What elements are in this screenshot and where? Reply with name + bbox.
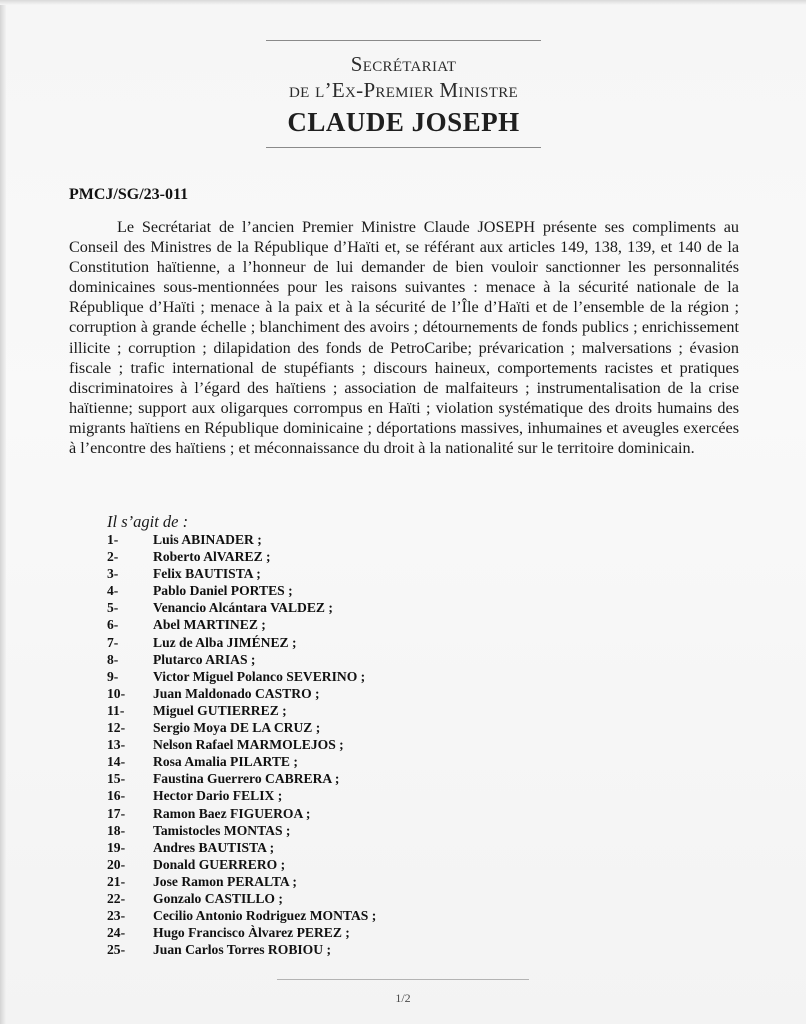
list-item-number: 23- [107, 908, 126, 924]
list-item [107, 599, 376, 616]
list-item-name: Donald GUERRERO ; [153, 856, 286, 872]
list-item-name: Juan Maldonado CASTRO ; [153, 685, 320, 701]
list-item-number: 22- [107, 890, 126, 906]
list-item-name: Juan Carlos Torres ROBIOU ; [153, 942, 331, 958]
list-item-name: Luis ABINADER ; [153, 532, 262, 547]
letterhead-name: CLAUDE JOSEPH [287, 107, 520, 137]
list-item-number: 13- [107, 737, 126, 753]
sanctioned-names-list [107, 531, 376, 958]
letterhead-rule-bottom [266, 147, 541, 148]
list-item [107, 548, 376, 565]
list-item-name: Luz de Alba JIMÉNEZ ; [153, 634, 297, 650]
list-item-number: 14- [107, 754, 126, 770]
page-number: 1/2 [395, 991, 411, 1005]
list-item-name: Venancio Alcántara VALDEZ ; [153, 600, 333, 616]
list-item-name: Nelson Rafael MARMOLEJOS ; [153, 737, 344, 753]
list-item-number: 2- [107, 549, 119, 565]
list-item-name: Pablo Daniel PORTES ; [153, 583, 293, 599]
footer-rule [277, 979, 529, 980]
list-item-number: 12- [107, 720, 126, 736]
list-item [107, 873, 376, 890]
list-item-number: 3- [107, 566, 119, 582]
list-item [107, 770, 376, 787]
letterhead [266, 40, 541, 148]
list-item-number: 4- [107, 583, 119, 599]
list-item-number: 18- [107, 822, 126, 838]
list-item-name: Andres BAUTISTA ; [153, 839, 275, 855]
list-item-name: Abel MARTINEZ ; [153, 617, 266, 633]
list-item [107, 531, 376, 548]
list-item [107, 702, 376, 719]
list-item-name: Plutarco ARIAS ; [153, 651, 256, 667]
list-item-name: Ramon Baez FIGUEROA ; [153, 805, 311, 821]
list-item-number: 25- [107, 942, 126, 958]
list-item [107, 616, 376, 633]
list-item [107, 839, 376, 856]
list-item-number: 6- [107, 617, 119, 633]
list-item [107, 907, 376, 924]
list-item-number: 5- [107, 600, 119, 616]
page-edge-shadow-left [0, 0, 6, 1024]
list-item [107, 787, 376, 804]
list-item-number: 15- [107, 771, 126, 787]
list-item [107, 565, 376, 582]
list-item [107, 634, 376, 651]
list-item-number: 10- [107, 685, 126, 701]
list-item-number: 20- [107, 856, 126, 872]
list-item [107, 941, 376, 958]
list-item [107, 924, 376, 941]
list-item-number: 21- [107, 873, 126, 889]
list-item-number: 7- [107, 634, 119, 650]
reference-number: PMCJ/SG/23-011 [69, 186, 189, 203]
letterhead-rule-top [266, 40, 541, 41]
letterhead-line-2: de l’Ex-Premier Ministre [288, 78, 519, 102]
letterhead-line-1: Secrétariat [350, 52, 457, 76]
list-item [107, 753, 376, 770]
list-item [107, 719, 376, 736]
list-item-name: Cecilio Antonio Rodriguez MONTAS ; [153, 908, 377, 924]
body-paragraph: Le Secrétariat de l’ancien Premier Ministre Claude JOSEPH présente ses compliments au Conseil des Ministres de la République d’Haïti et, se référant aux articles 149, 138, 139, et 140 de la Constitution haïtienne, a l’honneur de lui demander de bien vouloir sanctionner les personnalités dominicaines sous-mentionnées pour les raisons suivantes : menace à la sécurité nationale de la République d’Haïti ; menace à la paix et à la sécurité de l’Île d’Haïti et de l’ensemble de la région ; corruption à grande échelle ; blanchiment des avoirs ; détournements de fonds publics ; enrichissement illicite ; corruption ; dilapidation des fonds de PetroCaribe; prévarication ; malversations ; évasion fiscale ; trafic international de stupéfiants ; discours haineux, comportements racistes et pratiques discriminatoires à l’égard des haïtiens ; association de malfaiteurs ; instrumentalisation de la crise haïtienne; support aux oligarques corrompus en Haïti ; violation systématique des droits humains des migrants haïtiens en République dominicaine ; déportations massives, inhumaines et aveugles exercées à l’encontre des haïtiens ; et méconnaissance du droit à la nationalité sur le territoire dominicain. [69, 218, 739, 458]
list-item-number: 11- [107, 702, 125, 718]
list-item-number: 8- [107, 651, 119, 667]
list-item [107, 582, 376, 599]
list-item [107, 805, 376, 822]
page-edge-shadow-top [0, 0, 806, 5]
list-item [107, 651, 376, 668]
list-item [107, 856, 376, 873]
list-item-number: 9- [107, 668, 119, 684]
list-item-name: Gonzalo CASTILLO ; [153, 890, 283, 906]
list-item-name: Victor Miguel Polanco SEVERINO ; [153, 668, 366, 684]
list-item-number: 16- [107, 788, 126, 804]
list-item [107, 822, 376, 839]
list-item-name: Roberto AlVAREZ ; [153, 549, 271, 565]
list-item [107, 736, 376, 753]
list-item-name: Faustina Guerrero CABRERA ; [153, 771, 340, 787]
list-item-number: 17- [107, 805, 126, 821]
list-item-number: 19- [107, 839, 126, 855]
list-item [107, 668, 376, 685]
list-item-name: Hector Dario FELIX ; [153, 788, 283, 804]
list-item-name: Tamistocles MONTAS ; [153, 822, 291, 838]
list-item [107, 685, 376, 702]
list-intro: Il s’agit de : [107, 512, 189, 531]
list-item-name: Rosa Amalia PILARTE ; [153, 754, 298, 770]
list-item-name: Felix BAUTISTA ; [153, 566, 261, 582]
list-item-number: 24- [107, 925, 126, 941]
list-item-name: Miguel GUTIERREZ ; [153, 702, 287, 718]
list-item-name: Sergio Moya DE LA CRUZ ; [153, 720, 321, 736]
list-item-name: Jose Ramon PERALTA ; [153, 873, 297, 889]
list-item-name: Hugo Francisco Àlvarez PEREZ ; [153, 925, 350, 941]
list-item-number: 1- [107, 532, 119, 547]
list-item [107, 890, 376, 907]
